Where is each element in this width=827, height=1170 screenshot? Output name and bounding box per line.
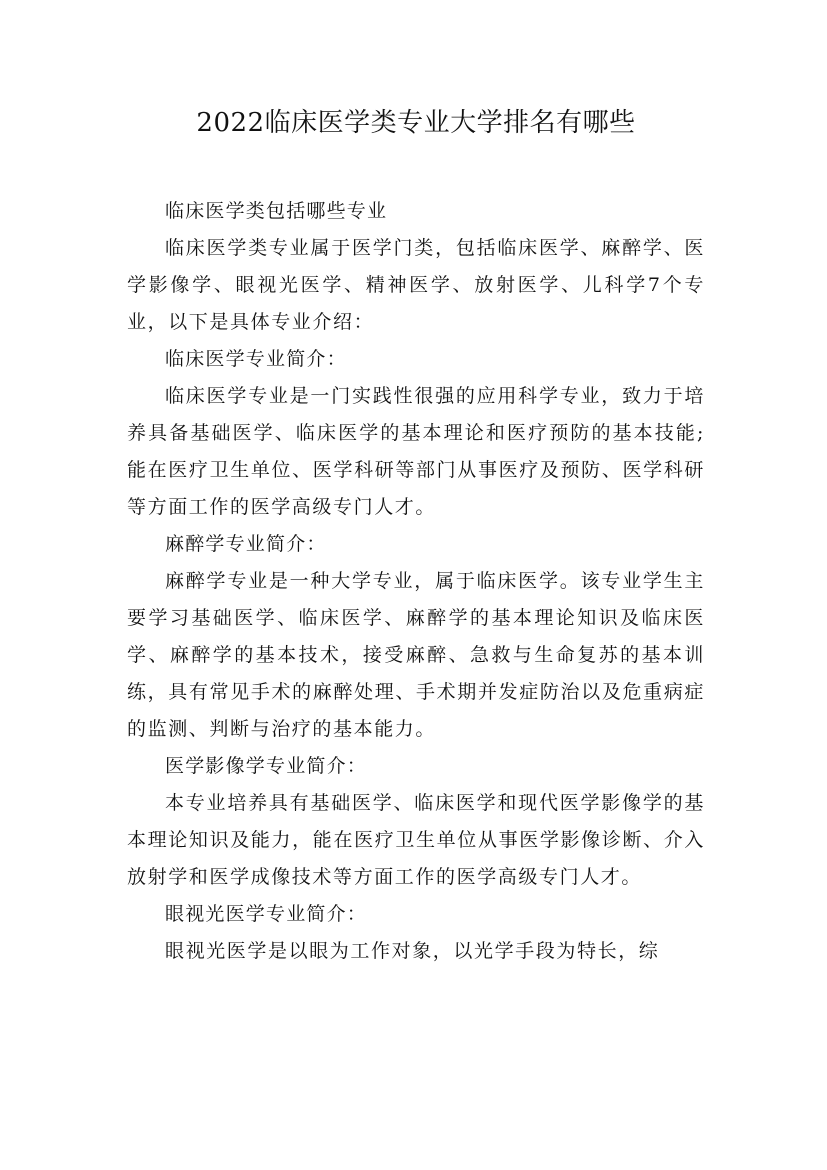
section-heading-medical-imaging: 医学影像学专业简介： (165, 755, 368, 777)
section-heading-majors-list: 临床医学类包括哪些专业 (165, 200, 388, 222)
paragraph-medical-imaging: 本专业培养具有基础医学、临床医学和现代医学影像学的基本理论知识及能力，能在医疗卫生单位从事医学影像诊断、介入放射学和医学成像技术等方面工作的医学高级专门人才。 (127, 792, 705, 888)
section-heading-clinical-medicine: 临床医学专业简介： (165, 348, 347, 370)
section-heading-anesthesiology: 麻醉学专业简介： (165, 533, 327, 555)
paragraph-optometry: 眼视光医学是以眼为工作对象，以光学手段为特长，综 (165, 940, 660, 962)
paragraph-anesthesiology: 麻醉学专业是一种大学专业，属于临床医学。该专业学生主要学习基础医学、临床医学、麻醉学的基本理论知识及临床医学、麻醉学的基本技术，接受麻醉、急救与生命复苏的基本训练，具有常见手术的麻醉处理、手术期并发症防治以及危重病症的监测、判断与治疗的基本能力。 (127, 570, 705, 740)
section-heading-optometry: 眼视光医学专业简介： (165, 903, 368, 925)
paragraph-clinical-medicine: 临床医学专业是一门实践性很强的应用科学专业，致力于培养具备基础医学、临床医学的基本理论和医疗预防的基本技能;能在医疗卫生单位、医学科研等部门从事医疗及预防、医学科研等方面工作的医学高级专门人才。 (127, 385, 705, 518)
document-body (127, 193, 705, 970)
document-title: 2022临床医学类专业大学排名有哪些 (196, 108, 636, 138)
paragraph-majors-overview: 临床医学类专业属于医学门类，包括临床医学、麻醉学、医学影像学、眼视光医学、精神医学、放射医学、儿科学7个专业，以下是具体专业介绍： (127, 237, 705, 333)
